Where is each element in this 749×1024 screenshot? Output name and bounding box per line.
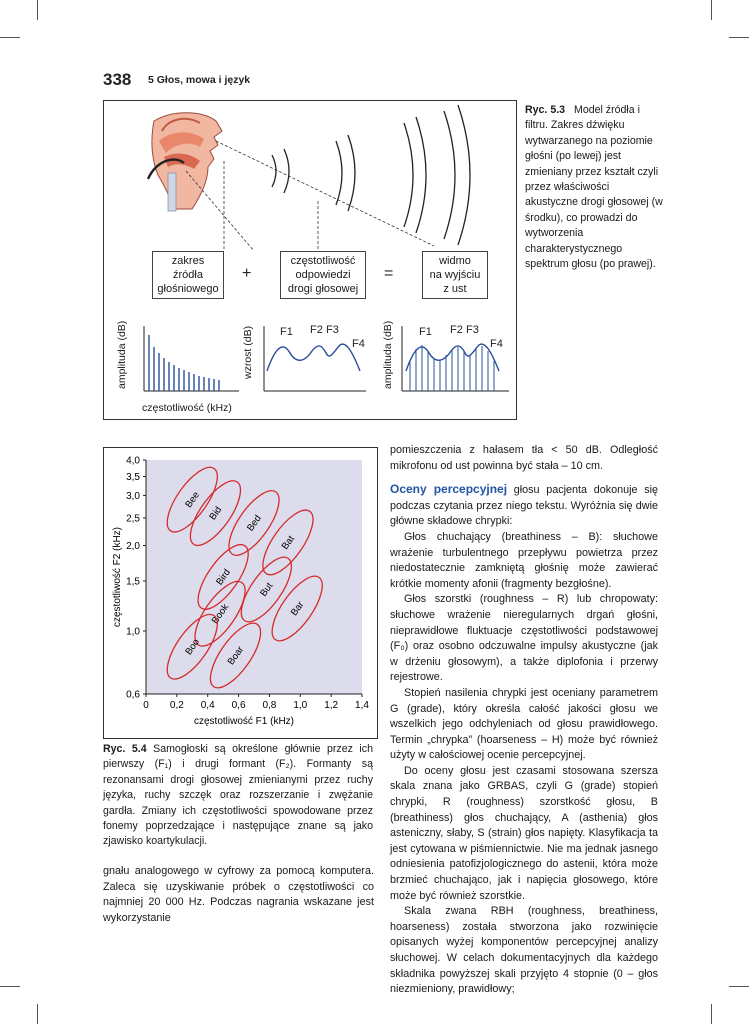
section-heading: Oceny percepcyjnej: [390, 482, 508, 497]
plus-sign: +: [242, 265, 252, 282]
sound-wave: [272, 155, 276, 187]
x-tick-label: 1,4: [355, 700, 369, 711]
figure-5-3: [103, 100, 517, 420]
x-tick-label: 0,6: [231, 700, 246, 711]
vowel-label: Bird: [214, 567, 233, 588]
x-tick-label: 1,0: [293, 700, 308, 711]
y-tick-label: 4,0: [126, 455, 140, 467]
y-tick-label: 1,5: [126, 576, 140, 588]
formant-label: F2: [310, 324, 323, 336]
formant-label: F3: [466, 324, 479, 336]
vowel-label: Bat: [279, 533, 297, 552]
y-tick-label: 2,5: [126, 513, 140, 525]
paragraph: pomieszczenia z hałasem tła < 50 dB. Odległość mikrofonu od ust powinna być stała – 10 cm.: [390, 444, 658, 472]
ylabel-amplitude-right: amplituda (dB): [382, 320, 394, 389]
vowel-formant-chart: [104, 448, 377, 738]
vowel-label: But: [258, 580, 276, 599]
xlabel-frequency: częstotliwość (kHz): [142, 402, 232, 414]
sound-wave: [336, 141, 342, 205]
x-tick-label: 0: [143, 700, 149, 711]
crop-mark: [729, 37, 749, 38]
x-axis-label: częstotliwość F1 (kHz): [193, 716, 295, 727]
ylabel-gain: wzrost (dB): [242, 325, 254, 379]
formant-label: F4: [490, 338, 503, 350]
formant-label: F1: [419, 326, 432, 338]
x-tick-label: 0,8: [262, 700, 277, 711]
output-spectrum-box: [422, 251, 488, 299]
caption-text: Samogłoski są określone głównie przez ich pierwszy (F₁) i drugi formant (F₂). Formanty są rezonansami drogi głosowej zmienianymi przez ruchy języka, ruchy szczęk oraz rozszerzanie i zwężanie gardła. Zmiany ich częstotliwości spowodowane przez fonemy poprzedzające i następujące znane są jako zjawisko koartykulacji.: [103, 743, 373, 848]
crop-mark: [0, 37, 20, 38]
right-column-text: [390, 443, 658, 998]
y-tick-label: 3,5: [126, 471, 140, 483]
y-tick-label: 0,6: [126, 689, 140, 701]
filter-line-2: odpowiedzi: [295, 269, 351, 281]
vowel-label: Boo: [183, 636, 203, 658]
ylabel-amplitude-left: amplituda (dB): [116, 320, 128, 389]
vowel-label: Bee: [183, 489, 203, 511]
paragraph: Stopień nasilenia chrypki jest oceniany parametrem G (grade), który określa całość jakości głosu we wszelkich jego odchyleniach od głosu prawidłowego. Termin „chrypka” (hoarseness – H) może być również użyty w całościowej ocenie percepcyjnej.: [390, 686, 658, 762]
figure-5-4-caption: [103, 742, 373, 850]
source-line-3: głośniowego: [157, 283, 219, 295]
caption-text: i filtru. Zakres dźwięku wytwarzanego na poziomie głośni (po lewej) jest zmieniany przez kształt czyli przez właściwości akustyczne drogi głosowej (w środku), co prowadzi do wytworzenia charakterystycznego spektrum głosu (po prawej).: [525, 104, 663, 271]
sound-wave: [444, 111, 455, 239]
caption-title: Model źródła: [574, 104, 635, 116]
page-number: 338: [103, 70, 132, 89]
figure-5-3-caption: [525, 103, 665, 272]
filter-line-1: częstotliwość: [290, 255, 356, 267]
output-line-2: na wyjściu: [429, 269, 481, 281]
crop-mark: [729, 986, 749, 987]
formant-label: F2: [450, 324, 463, 336]
y-axis-label: częstotliwość F2 (kHz): [112, 526, 123, 628]
sound-wave: [458, 105, 470, 245]
crop-mark: [37, 0, 38, 20]
y-tick-label: 3,0: [126, 490, 140, 502]
vowel-label: Boar: [225, 644, 247, 668]
paragraph: Do oceny głosu jest czasami stosowana szersza skala znana jako GRBAS, czyli G (grade) stopień chrypki, R (roughness) szorstkość głosu, B (breathiness) głos chuchający, A (asthenia) głos asteniczny, słaby, S (strain) głos napięty. Klasyfikacja ta jest cytowana w piśmiennictwie. Nie ma jednak jasnego odniesienia patofizjologicznego do astenii, która może brzmieć chuchająco, jak i napięcia głosowego, które może być również szorstkie.: [390, 764, 658, 902]
sound-wave: [348, 135, 355, 211]
chapter-title: 5 Głos, mowa i język: [148, 74, 251, 86]
source-line-2: źródła: [173, 269, 203, 281]
formant-label: F1: [280, 326, 293, 338]
sound-wave: [416, 117, 426, 233]
y-tick-label: 2,0: [126, 540, 140, 552]
crop-mark: [0, 986, 20, 987]
crop-mark: [37, 1004, 38, 1024]
paragraph-heading: [390, 482, 658, 530]
vowel-label: Book: [209, 602, 232, 627]
paragraph: Głos szorstki (roughness – R) lub chropowaty: słuchowe wrażenie nieregularnych drgań głośni, nieprawidłowe fluktuacje częstotliwości podstawowej (F₀) oraz osobno odczuwalne impulsy akustyczne (jak w drżeniu głosowym), a także diplofonia i przerwy rejestrowe.: [390, 593, 658, 684]
output-line-3: z ust: [443, 283, 467, 295]
plot-area: [146, 460, 362, 694]
source-range-box: [152, 251, 224, 299]
crop-mark: [711, 0, 712, 20]
sound-wave: [284, 149, 289, 193]
x-tick-label: 0,4: [200, 700, 215, 711]
paragraph: Głos chuchający (breathiness – B): słuchowe wrażenie turbulentnego przepływu powietrza przez niedostatecznie zamkniętą głośnię może zawierać krótkie momenty afonii (fragmenty bezgłośne).: [390, 530, 658, 590]
left-column-text: [103, 864, 374, 926]
caption-label: Ryc. 5.4: [103, 743, 147, 755]
figure-5-4: [103, 447, 378, 739]
paragraph: gnału analogowego w cyfrowy za pomocą komputera. Zaleca się uzyskiwanie próbek o częstotliwości co najmniej 20 000 Hz. Podczas nagrania wskazane jest wykorzystanie: [103, 865, 374, 924]
head-anatomy-illustration: [148, 113, 222, 211]
source-line-1: zakres: [171, 255, 205, 267]
source-spectrum: [144, 326, 239, 391]
formant-label: F3: [326, 324, 339, 336]
output-line-1: widmo: [439, 255, 471, 267]
equals-sign: =: [384, 265, 394, 282]
paragraph: głosu pacjenta dokonuje się podczas czytania przez niego tekstu. Wyróżnia się dwie główne składowe chrypki:: [390, 484, 658, 528]
sound-wave: [404, 123, 413, 227]
paragraph: Skala zwana RBH (roughness, breathiness, hoarseness) została stworzona jako rozwinięcie opisanych wyżej komponentów percepcyjnej analizy słuchowej. W celach dokumentacyjnych dla każdego składnika powyższej skali przyjęto 4 stopnie (0 – głos niezmieniony, prawidłowy;: [390, 905, 658, 996]
vowel-label: Bed: [245, 513, 264, 534]
x-tick-label: 0,2: [169, 700, 184, 711]
vowel-label: Bid: [207, 504, 225, 523]
x-tick-label: 1,2: [324, 700, 339, 711]
filter-response-box: [280, 251, 366, 299]
caption-label: Ryc. 5.3: [525, 104, 566, 116]
filter-line-3: drogi głosowej: [287, 283, 359, 295]
crop-mark: [711, 1004, 712, 1024]
vowel-label: Bar: [288, 599, 307, 619]
y-tick-label: 1,0: [126, 626, 140, 638]
formant-label: F4: [352, 338, 365, 350]
